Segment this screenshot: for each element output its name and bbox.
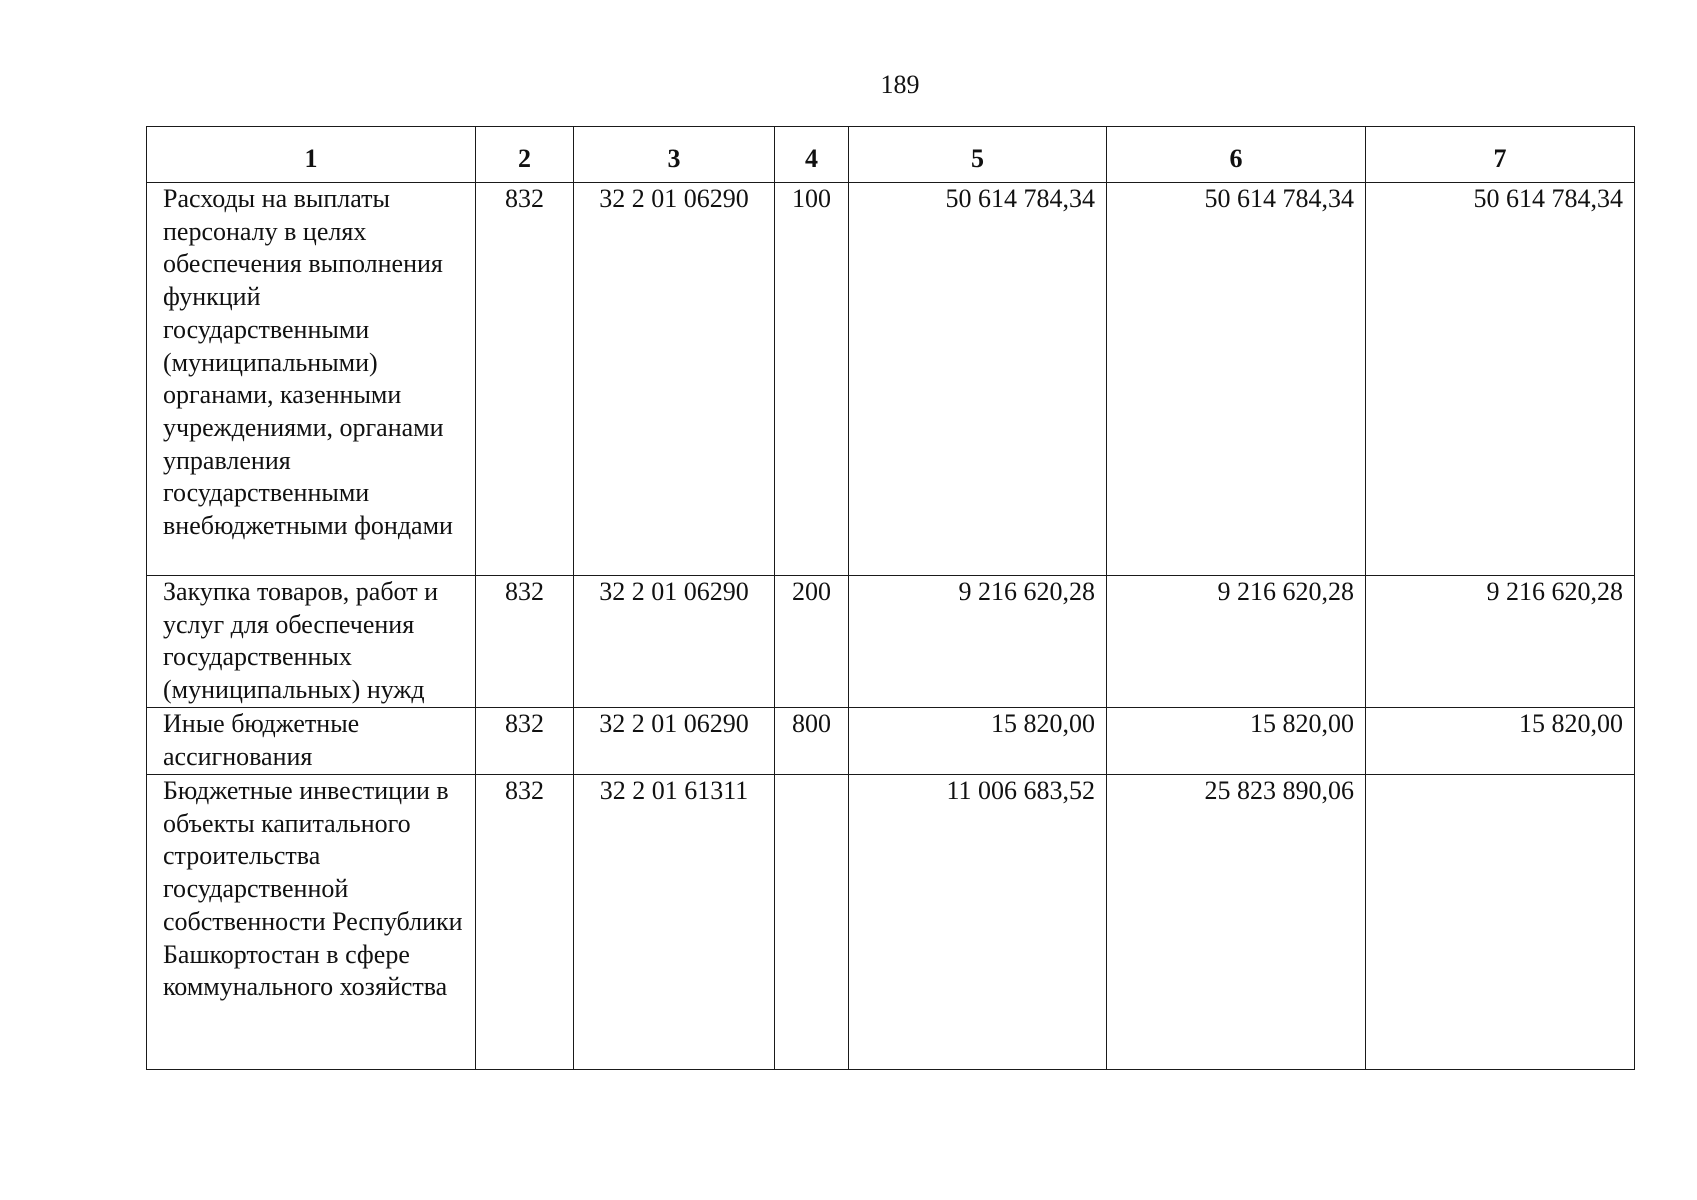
header-row	[147, 127, 1635, 183]
column-header-1: 1	[147, 127, 476, 183]
column-header-3: 3	[574, 127, 775, 183]
row-name-cell: Закупка товаров, работ и услуг для обеспечения государственных (муниципальных) нужд	[147, 576, 476, 708]
ministry-code-cell: 832	[476, 576, 574, 708]
table-row	[147, 576, 1635, 708]
column-header-2: 2	[476, 127, 574, 183]
budget-table	[146, 126, 1635, 1070]
expense-type-cell: 200	[775, 576, 849, 708]
amount-cell-col5: 15 820,00	[849, 708, 1107, 775]
row-name-cell: Бюджетные инвестиции в объекты капитального строительства государственной собственности Республики Башкортостан в сфере коммунального хозяйства	[147, 775, 476, 1070]
ministry-code-cell: 832	[476, 775, 574, 1070]
page-number: 189	[880, 70, 920, 99]
target-article-cell: 32 2 01 06290	[574, 576, 775, 708]
target-article-cell: 32 2 01 61311	[574, 775, 775, 1070]
table-row	[147, 183, 1635, 576]
target-article-cell: 32 2 01 06290	[574, 708, 775, 775]
amount-cell-col6: 50 614 784,34	[1107, 183, 1366, 576]
amount-cell-col5: 11 006 683,52	[849, 775, 1107, 1070]
expense-type-cell: 800	[775, 708, 849, 775]
column-header-6: 6	[1107, 127, 1366, 183]
amount-cell-col7	[1366, 775, 1635, 1070]
ministry-code-cell: 832	[476, 183, 574, 576]
amount-cell-col7: 9 216 620,28	[1366, 576, 1635, 708]
column-header-7: 7	[1366, 127, 1635, 183]
column-header-4: 4	[775, 127, 849, 183]
amount-cell-col5: 50 614 784,34	[849, 183, 1107, 576]
amount-cell-col7: 50 614 784,34	[1366, 183, 1635, 576]
table-row	[147, 775, 1635, 1070]
amount-cell-col7: 15 820,00	[1366, 708, 1635, 775]
amount-cell-col6: 25 823 890,06	[1107, 775, 1366, 1070]
table-row	[147, 708, 1635, 775]
amount-cell-col6: 15 820,00	[1107, 708, 1366, 775]
row-name-cell: Иные бюджетные ассигнования	[147, 708, 476, 775]
amount-cell-col5: 9 216 620,28	[849, 576, 1107, 708]
expense-type-cell: 100	[775, 183, 849, 576]
expense-type-cell	[775, 775, 849, 1070]
column-header-5: 5	[849, 127, 1107, 183]
ministry-code-cell: 832	[476, 708, 574, 775]
target-article-cell: 32 2 01 06290	[574, 183, 775, 576]
amount-cell-col6: 9 216 620,28	[1107, 576, 1366, 708]
row-name-cell: Расходы на выплаты персоналу в целях обеспечения выполнения функций государственными (муниципальными) органами, казенными учреждениями, органами управления государственными внебюджетными фондами	[147, 183, 476, 576]
